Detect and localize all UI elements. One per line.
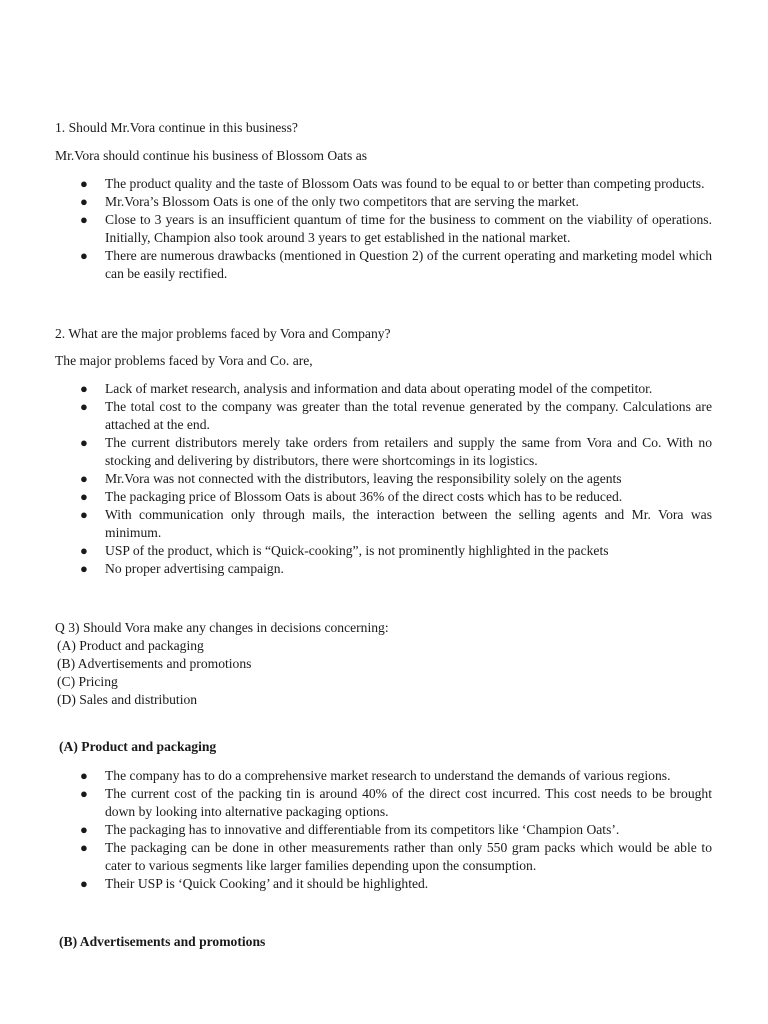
list-item: ● Their USP is ‘Quick Cooking’ and it should be highlighted. (80, 876, 429, 891)
q1-question: 1. Should Mr.Vora continue in this business? (55, 120, 298, 135)
section-a-heading: (A) Product and packaging (59, 739, 217, 754)
list-item: ● The packaging price of Blossom Oats is about 36% of the direct costs which has to be reduced. (80, 489, 623, 504)
list-item: ● The product quality and the taste of Blossom Oats was found to be equal to or better than competing products. (80, 176, 705, 191)
bullet-icon: ● (80, 399, 88, 414)
bullet-icon: ● (80, 822, 88, 837)
q1-bullet-list (80, 175, 712, 283)
list-item: ● Close to 3 years is an insufficient quantum of time for the business to comment on the viability of operations. Initially, Champion also took around 3 years to get established in the national market. (80, 212, 712, 245)
list-item: ● The packaging has to innovative and differentiable from its competitors like ‘Champion Oats’. (80, 822, 620, 837)
bullet-icon: ● (80, 507, 88, 522)
section-b-heading: (B) Advertisements and promotions (59, 934, 266, 949)
list-item: ● The current cost of the packing tin is around 40% of the direct cost incurred. This cost needs to be brought down by looking into alternative packaging options. (80, 786, 712, 819)
q2-bullet-list (80, 380, 712, 578)
section-a-bullet-list (80, 767, 712, 893)
bullet-icon: ● (80, 435, 88, 450)
bullet-icon: ● (80, 194, 88, 209)
option-item: (D) Sales and distribution (57, 692, 198, 707)
list-item: ● There are numerous drawbacks (mentioned in Question 2) of the current operating and marketing model which can be easily rectified. (80, 248, 712, 281)
bullet-icon: ● (80, 489, 88, 504)
list-item: ● Mr.Vora was not connected with the distributors, leaving the responsibility solely on the agents (80, 471, 622, 486)
q2-intro: The major problems faced by Vora and Co. are, (55, 353, 313, 368)
bullet-icon: ● (80, 840, 88, 855)
option-item: (A) Product and packaging (57, 638, 204, 653)
list-item: ● The total cost to the company was greater than the total revenue generated by the company. Calculations are attached at the end. (80, 399, 712, 432)
q3-question: Q 3) Should Vora make any changes in decisions concerning: (55, 620, 389, 635)
bullet-icon: ● (80, 561, 88, 576)
list-item: ● No proper advertising campaign. (80, 561, 284, 576)
bullet-icon: ● (80, 768, 88, 783)
bullet-icon: ● (80, 176, 88, 191)
bullet-icon: ● (80, 786, 88, 801)
list-item: ● The packaging can be done in other measurements rather than only 550 gram packs which would be able to cater to various segments like larger families depending upon the consumption. (80, 840, 712, 873)
list-item: ● USP of the product, which is “Quick-cooking”, is not prominently highlighted in the packets (80, 543, 609, 558)
list-item: ● The company has to do a comprehensive market research to understand the demands of various regions. (80, 768, 671, 783)
q1-intro: Mr.Vora should continue his business of Blossom Oats as (55, 148, 368, 163)
bullet-icon: ● (80, 248, 88, 263)
list-item: ● Lack of market research, analysis and information and data about operating model of the competitor. (80, 381, 653, 396)
list-item: ● With communication only through mails, the interaction between the selling agents and Mr. Vora was minimum. (80, 507, 712, 540)
list-item: ● Mr.Vora’s Blossom Oats is one of the only two competitors that are serving the market. (80, 194, 579, 209)
bullet-icon: ● (80, 471, 88, 486)
bullet-icon: ● (80, 543, 88, 558)
bullet-icon: ● (80, 381, 88, 396)
bullet-icon: ● (80, 876, 88, 891)
option-item: (B) Advertisements and promotions (57, 656, 252, 671)
q2-question: 2. What are the major problems faced by Vora and Company? (55, 326, 391, 341)
q3-options (57, 637, 251, 709)
list-item: ● The current distributors merely take orders from retailers and supply the same from Vora and Co. With no stocking and delivering by distributors, there were shortcomings in its logistics. (80, 435, 712, 468)
bullet-icon: ● (80, 212, 88, 227)
option-item: (C) Pricing (57, 674, 118, 689)
